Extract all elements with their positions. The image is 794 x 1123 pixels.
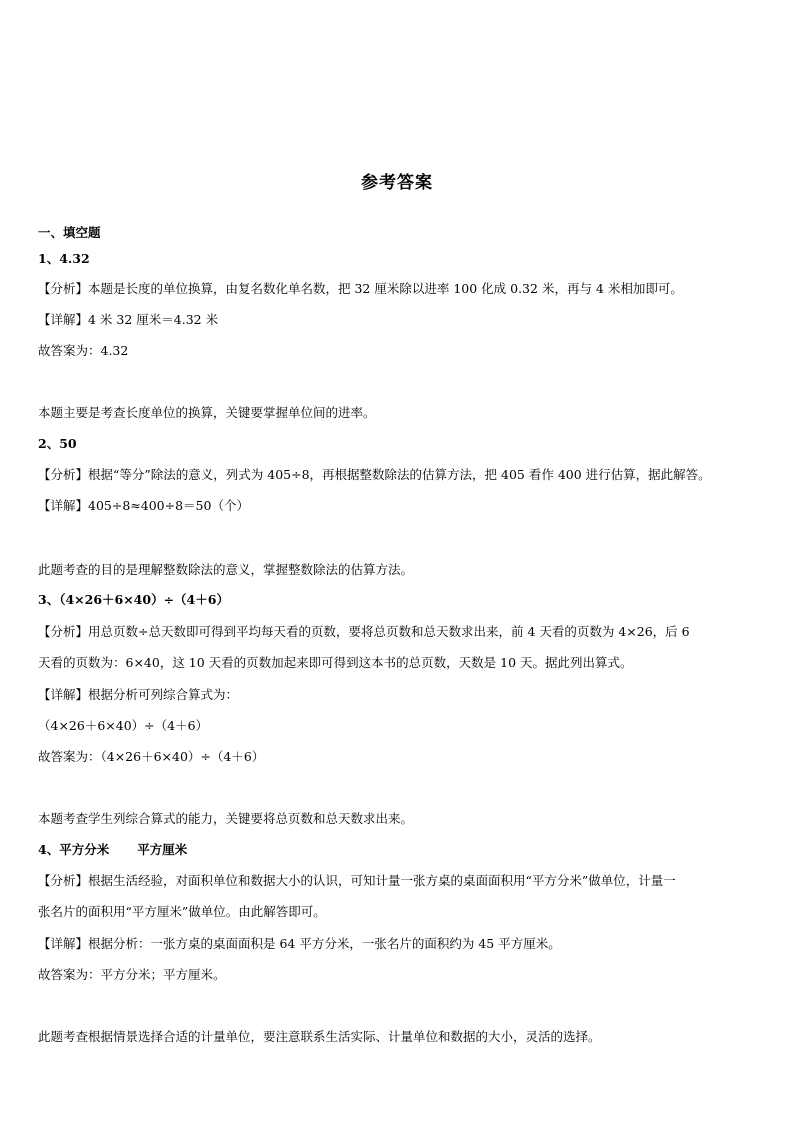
q3-comment: 本题考查学生列综合算式的能力，关键要将总页数和总天数求出来。: [38, 811, 414, 826]
q2-comment: 此题考查的目的是理解整数除法的意义，掌握整数除法的估算方法。: [38, 562, 414, 577]
q2-header: 2、50: [38, 436, 77, 451]
q4-answer: 故答案为：平方分米；平方厘米。: [38, 967, 226, 982]
q2-detail: 【详解】405÷8≈400÷8＝50（个）: [38, 498, 249, 513]
q3-header: 3、（4×26＋6×40）÷（4＋6）: [38, 592, 229, 607]
q4-header-first: 4、平方分米: [38, 842, 110, 857]
q2-analysis: 【分析】根据“等分”除法的意义，列式为 405÷8，再根据整数除法的估算方法，把 405 看作 400 进行估算，据此解答。: [38, 467, 711, 482]
page-title: 参考答案: [361, 173, 433, 193]
q3-analysis-line1: 【分析】用总页数÷总天数即可得到平均每天看的页数，要将总页数和总天数求出来，前 4 天看的页数为 4×26，后 6: [38, 624, 690, 639]
q1-header: 1、4.32: [38, 251, 90, 266]
q4-detail: 【详解】根据分析：一张方桌的桌面面积是 64 平方分米，一张名片的面积约为 45 平方厘米。: [38, 936, 561, 951]
q1-detail: 【详解】4 米 32 厘米＝4.32 米: [38, 312, 219, 327]
q3-analysis-line2: 天看的页数为：6×40，这 10 天看的页数加起来即可得到这本书的总页数，天数是 10 天。据此列出算式。: [38, 655, 633, 670]
q3-formula: （4×26＋6×40）÷（4＋6）: [38, 718, 209, 733]
q4-analysis-line2: 张名片的面积用“平方厘米”做单位。由此解答即可。: [38, 904, 326, 919]
q3-detail: 【详解】根据分析可列综合算式为：: [38, 687, 239, 702]
q1-comment: 本题主要是考查长度单位的换算，关键要掌握单位间的进率。: [38, 405, 376, 420]
q1-analysis: 【分析】本题是长度的单位换算，由复名数化单名数，把 32 厘米除以进率 100 化成 0.32 米，再与 4 米相加即可。: [38, 281, 683, 296]
q3-answer: 故答案为：（4×26＋6×40）÷（4＋6）: [38, 749, 265, 764]
q4-analysis-line1: 【分析】根据生活经验，对面积单位和数据大小的认识，可知计量一张方桌的桌面面积用“平方分米”做单位，计量一: [38, 873, 676, 888]
section-heading: 一、填空题: [38, 225, 101, 240]
q1-answer: 故答案为：4.32: [38, 343, 129, 358]
q4-header-second: 平方厘米: [137, 842, 188, 857]
q4-header: [38, 841, 758, 859]
q4-comment: 此题考查根据情景选择合适的计量单位，要注意联系生活实际、计量单位和数据的大小，灵活的选择。: [38, 1029, 601, 1044]
